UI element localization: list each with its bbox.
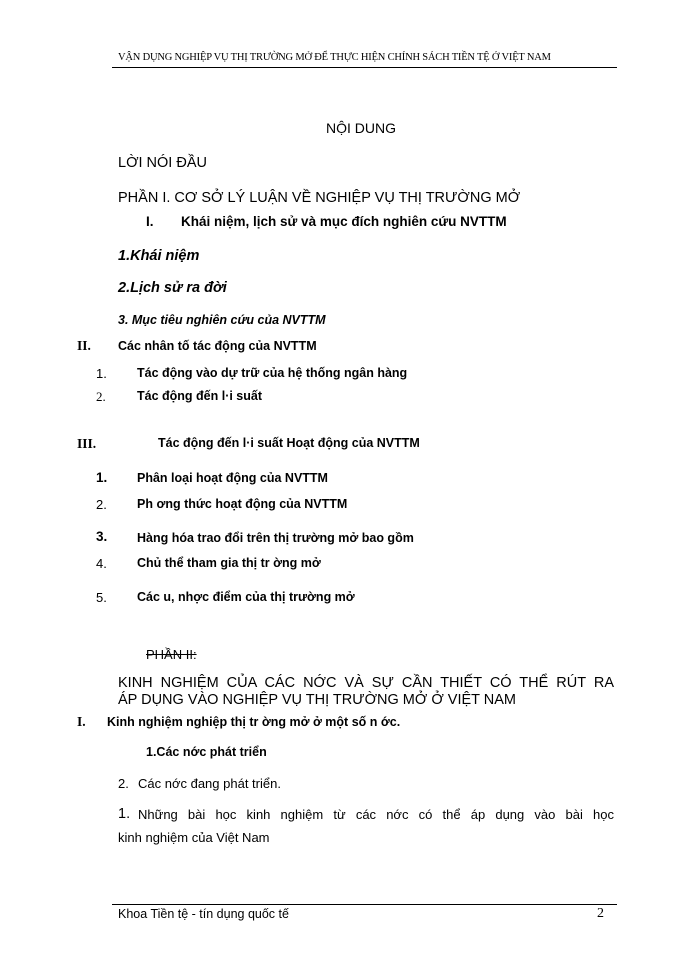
toc-sub2: 2.Lịch sử ra đời: [118, 280, 227, 296]
footer-rule: [112, 904, 617, 905]
footer-faculty: Khoa Tiền tệ - tín dụng quốc tế: [118, 907, 289, 921]
running-header: VẬN DỤNG NGHIỆP VỤ THỊ TRƯỜNG MỞ ĐỂ THỰC HIỆN CHÍNH SÁCH TIỀN TỆ Ở VIỆT NAM: [118, 52, 551, 63]
toc-sec2-item-2-text: Tác động đến l·i suất: [137, 389, 263, 403]
toc-part2: PHẦN II:: [146, 647, 197, 662]
toc-sec3-item-1-num: 1.: [96, 470, 108, 485]
toc-sec3-item-5-text: Các u, nhợc điểm của thị trường mở: [137, 590, 355, 604]
toc-p2-sec1-title: Kinh nghiệm nghiệp thị tr ờng mở ở một số n ớc.: [107, 715, 401, 729]
toc-sec1-num: I.: [146, 214, 154, 229]
toc-sec1-title: Khái niệm, lịch sử và mục đích nghiên cứu NVTTM: [181, 214, 507, 229]
toc-part2-title-line1: KINH NGHIỆM CỦA CÁC NỚC VÀ SỰ CẦN THIẾT CÓ THỂ RÚT RA: [118, 675, 614, 691]
toc-p2-sub2-num: 2.: [118, 776, 129, 791]
toc-p2-sub2-text: Các nớc đang phát triển.: [138, 776, 281, 791]
toc-p2-sub3-num: 1.: [118, 806, 131, 822]
toc-sec3-item-5-num: 5.: [96, 590, 107, 605]
page-title: NỘI DUNG: [326, 120, 396, 136]
toc-p2-sub1: 1.Các nớc phát triển: [146, 745, 267, 759]
toc-p2-sec1-num: I.: [77, 714, 86, 729]
toc-sec3-item-3-text: Hàng hóa trao đổi trên thị trường mở bao gồm: [137, 531, 414, 545]
toc-part1: PHẦN I. CƠ SỞ LÝ LUẬN VỀ NGHIỆP VỤ THỊ TRƯỜNG MỞ: [118, 190, 521, 206]
toc-sec2-title: Các nhân tố tác động của NVTTM: [118, 339, 317, 353]
toc-part2-title-line2: ÁP DỤNG VÀO NGHIỆP VỤ THỊ TRƯỜNG MỞ Ở VIỆT NAM: [118, 692, 517, 708]
toc-sec3-item-3-num: 3.: [96, 529, 108, 544]
toc-sub3: 3. Mục tiêu nghiên cứu của NVTTM: [118, 313, 326, 327]
toc-sec2-item-2-num: 2.: [96, 389, 106, 404]
toc-sec3-item-2-text: Ph ơng thức hoạt động của NVTTM: [137, 497, 348, 511]
toc-sec2-item-1-text: Tác động vào dự trữ của hệ thống ngân hàng: [137, 366, 408, 380]
toc-sec3-num: III.: [77, 436, 97, 451]
toc-sec3-item-1-text: Phân loại hoạt động của NVTTM: [137, 471, 328, 485]
toc-sec3-title: Tác động đến l·i suất Hoạt động của NVTTM: [158, 436, 420, 450]
toc-sec2-num: II.: [77, 338, 91, 353]
header-rule: [112, 67, 617, 68]
toc-sec3-item-2-num: 2.: [96, 497, 107, 512]
toc-p2-sub3-line1: Những bài học kinh nghiệm từ các nớc có thể áp dụng vào bài học: [138, 807, 614, 822]
toc-sec3-item-4-text: Chủ thể tham gia thị tr ờng mở: [137, 556, 321, 570]
toc-sub1: 1.Khái niệm: [118, 248, 200, 264]
toc-sec3-item-4-num: 4.: [96, 556, 107, 571]
toc-p2-sub3-line2: kinh nghiệm của Việt Nam: [118, 830, 270, 845]
toc-sec2-item-1-num: 1.: [96, 366, 107, 381]
toc-intro: LỜI NÓI ĐẦU: [118, 155, 207, 171]
page-number: 2: [597, 906, 604, 921]
